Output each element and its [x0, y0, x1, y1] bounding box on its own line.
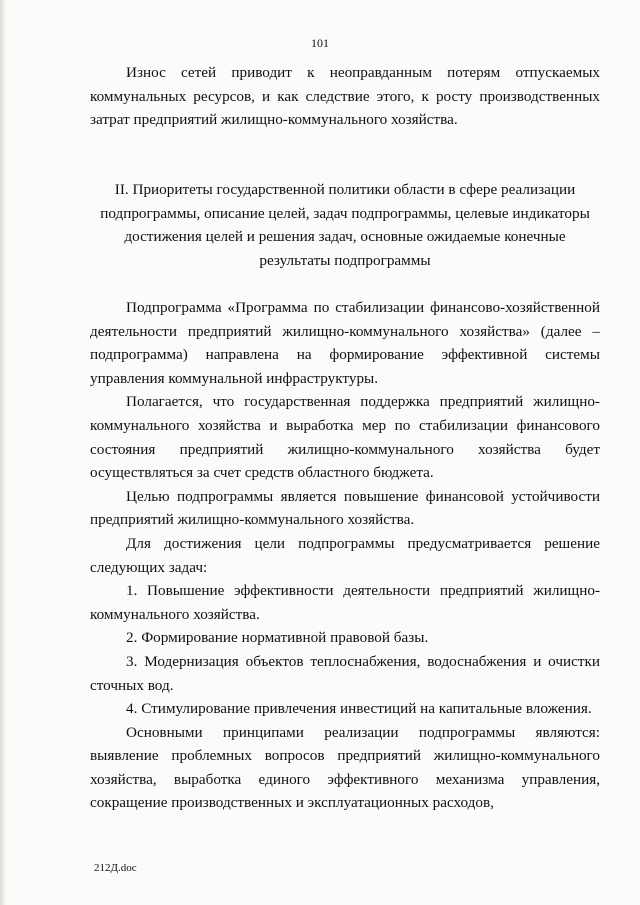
paragraph-subprogram: Подпрограмма «Программа по стабилизации финансово-хозяйственной деятельности предприятий жилищно-коммунального хозяйства» (далее – подпрограмма) направлена на формирование эффективной системы управления коммунальной инфраструктуры. — [90, 299, 600, 387]
task-item-4: 4. Стимулирование привлечения инвестиций на капитальные вложения. — [126, 700, 592, 718]
body-section — [90, 296, 600, 815]
intro-section — [90, 61, 600, 132]
paragraph-state-support: Полагается, что государственная поддержка предприятий жилищно-коммунального хозяйства и выработка мер по стабилизации финансового состояния предприятий жилищно-коммунального хозяйства будет осуществляться за счет средств областного бюджета. — [90, 393, 600, 482]
page-number: 101 — [311, 36, 329, 50]
page-edge-shadow — [0, 0, 6, 905]
paragraph-principles: Основными принципами реализации подпрограммы являются: выявление проблемных вопросов предприятий жилищно-коммунального хозяйства, выработка единого эффективного механизма управления, сокращение производственных и эксплуатационных расходов, — [90, 723, 600, 812]
task-item-1: 1. Повышение эффективности деятельности предприятий жилищно-коммунального хозяйства. — [90, 582, 600, 623]
task-item-2: 2. Формирование нормативной правовой базы. — [126, 629, 429, 647]
footer-filename: 212Д.doc — [94, 862, 137, 874]
task-item-3: 3. Модернизация объектов теплоснабжения, водоснабжения и очистки сточных вод. — [90, 652, 600, 694]
paragraph-tasks-intro: Для достижения цели подпрограммы предусматривается решение следующих задач: — [90, 534, 600, 576]
paragraph-goal: Целью подпрограммы является повышение финансовой устойчивости предприятий жилищно-коммунального хозяйства. — [90, 487, 600, 529]
section-heading: II. Приоритеты государственной политики области в сфере реализации подпрограммы, описание целей, задач подпрограммы, целевые индикаторы достижения целей и решения задач, основные ожидаемые конечные результаты подпрограммы — [100, 181, 590, 269]
paragraph-network-wear: Износ сетей приводит к неоправданным потерям отпускаемых коммунальных ресурсов, и как следствие этого, к росту производственных затрат предприятий жилищно-коммунального хозяйства. — [90, 64, 600, 129]
